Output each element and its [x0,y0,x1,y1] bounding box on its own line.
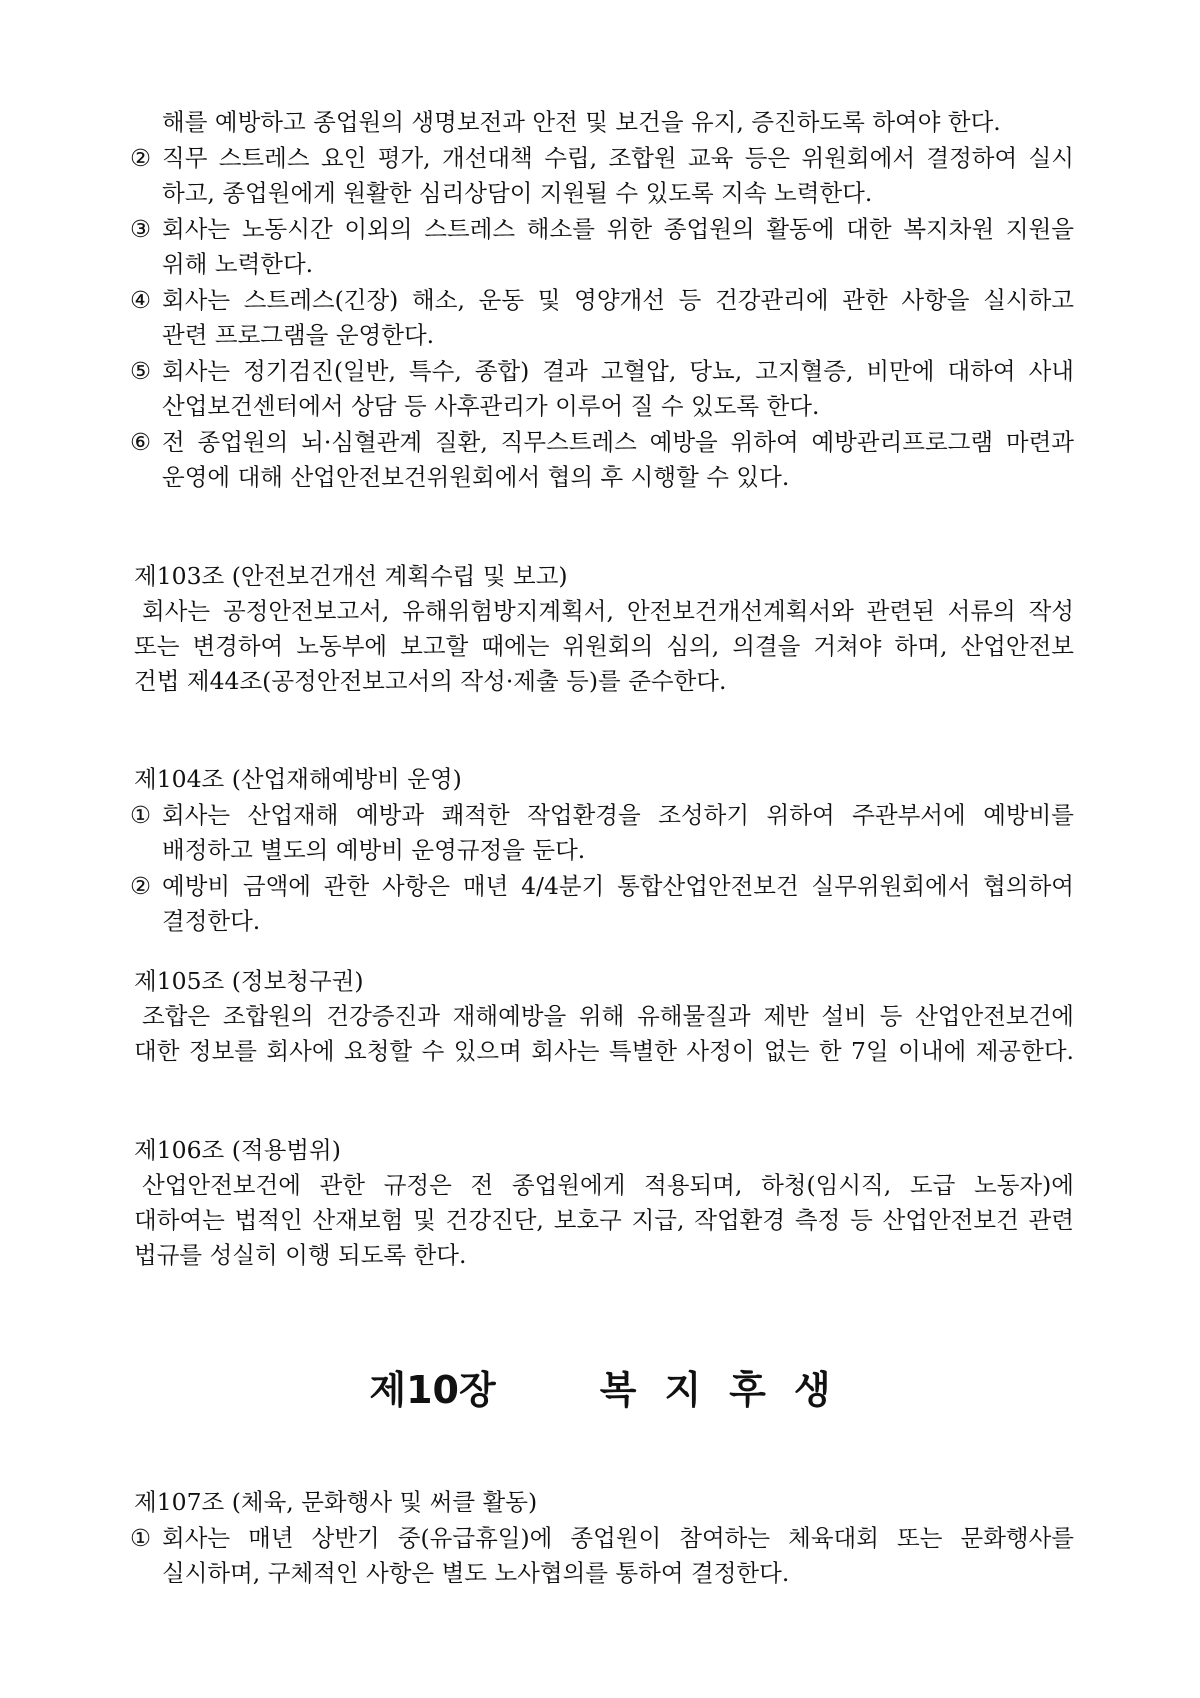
chapter-char: 지 [664,1368,702,1412]
article-heading: 제107조 (체육, 문화행사 및 써클 활동) [134,1488,538,1516]
item-marker: ① [130,1524,152,1552]
article-line: 산업안전보건에 관한 규정은 전 종업원에게 적용되며, 하청(임시직, 도급 노동자)에 [142,1171,1074,1199]
item-line: 운영에 대해 산업안전보건위원회에서 협의 후 시행할 수 있다. [162,463,790,491]
article-line: 대하여는 법적인 산재보험 및 건강진단, 보호구 지급, 작업환경 측정 등 산업안전보건 관련 [134,1206,1074,1234]
chapter-char: 생 [793,1368,831,1412]
item-line: 하고, 종업원에게 원활한 심리상담이 지원될 수 있도록 지속 노력한다. [162,179,873,207]
item-line: 전 종업원의 뇌·심혈관계 질환, 직무스트레스 예방을 위하여 예방관리프로그램 마련과 [162,428,1074,456]
item-line: 산업보건센터에서 상담 등 사후관리가 이루어 질 수 있도록 한다. [162,392,820,420]
item-line: 회사는 노동시간 이외의 스트레스 해소를 위한 종업원의 활동에 대한 복지차원 지원을 [162,215,1074,243]
article-line: 건법 제44조(공정안전보고서의 작성·제출 등)를 준수한다. [134,667,727,695]
chapter-char: 후 [729,1368,766,1412]
chapter-number: 제10장 [369,1368,496,1412]
item-marker: ⑤ [130,357,152,385]
item-line: 결정한다. [162,907,261,935]
article-line: 조합은 조합원의 건강증진과 재해예방을 위해 유해물질과 제반 설비 등 산업안전보건에 [142,1002,1074,1030]
item-line: 회사는 정기검진(일반, 특수, 종합) 결과 고혈압, 당뇨, 고지혈증, 비만에 대하여 사내 [162,357,1074,385]
item-line: 회사는 매년 상반기 중(유급휴일)에 종업원이 참여하는 체육대회 또는 문화행사를 [162,1524,1074,1552]
continued-line: 해를 예방하고 종업원의 생명보전과 안전 및 보건을 유지, 증진하도록 하여야 한다. [162,108,1001,136]
item-line: 직무 스트레스 요인 평가, 개선대책 수립, 조합원 교육 등은 위원회에서 결정하여 실시 [162,144,1074,172]
item-marker: ④ [130,286,152,314]
article-line: 대한 정보를 회사에 요청할 수 있으며 회사는 특별한 사정이 없는 한 7일 이내에 제공한다. [134,1037,1074,1065]
article-heading: 제106조 (적용범위) [134,1136,341,1164]
item-marker: ① [130,801,152,829]
item-line: 위해 노력한다. [162,250,314,278]
article-line: 또는 변경하여 노동부에 보고할 때에는 위원회의 심의, 의결을 거쳐야 하며, 산업안전보 [134,632,1074,660]
chapter-char: 복 [599,1368,637,1412]
article-line: 법규를 성실히 이행 되도록 한다. [134,1241,467,1269]
article-heading: 제103조 (안전보건개선 계획수립 및 보고) [134,562,568,590]
item-line: 배정하고 별도의 예방비 운영규정을 둔다. [162,836,586,864]
article-heading: 제104조 (산업재해예방비 운영) [134,765,462,793]
item-marker: ② [130,872,152,900]
item-line: 관련 프로그램을 운영한다. [162,321,435,349]
item-line: 실시하며, 구체적인 사항은 별도 노사협의를 통하여 결정한다. [162,1559,790,1587]
article-line: 회사는 공정안전보고서, 유해위험방지계획서, 안전보건개선계획서와 관련된 서류의 작성 [142,597,1074,625]
chapter-title [0,1366,1200,1414]
item-marker: ⑥ [130,428,152,456]
article-heading: 제105조 (정보청구권) [134,967,364,995]
item-line: 회사는 스트레스(긴장) 해소, 운동 및 영양개선 등 건강관리에 관한 사항을 실시하고 [162,286,1074,314]
item-line: 예방비 금액에 관한 사항은 매년 4/4분기 통합산업안전보건 실무위원회에서 협의하여 [162,872,1074,900]
item-line: 회사는 산업재해 예방과 쾌적한 작업환경을 조성하기 위하여 주관부서에 예방비를 [162,801,1074,829]
item-marker: ③ [130,215,152,243]
item-marker: ② [130,144,152,172]
